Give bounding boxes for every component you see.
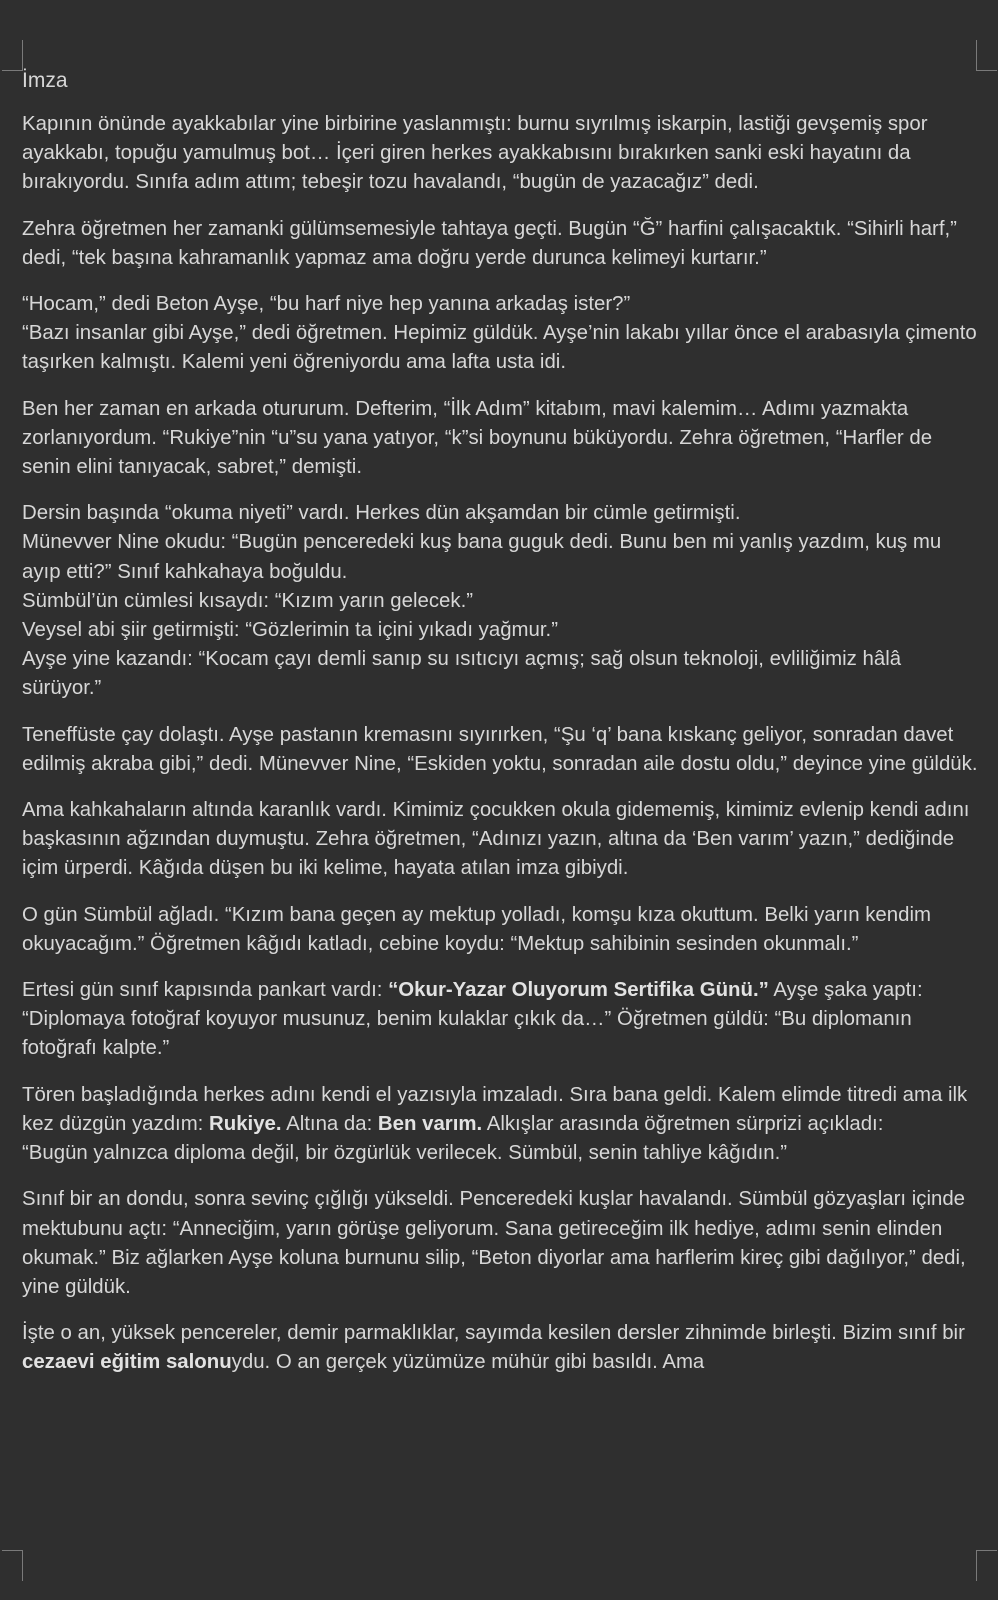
paragraph [22, 499, 982, 703]
paragraph [22, 110, 982, 198]
text-run: ydu. O an gerçek yüzümüze mühür gibi basıldı. Ama [231, 1351, 705, 1374]
paragraph [22, 395, 982, 483]
paragraph [22, 1185, 982, 1302]
bold-text: cezaevi eğitim salonu [22, 1351, 232, 1374]
paragraph [22, 901, 982, 959]
paragraph [22, 1081, 982, 1169]
paragraph [22, 976, 982, 1064]
text-run: Kapının önünde ayakkabılar yine birbirine yaslanmıştı: burnu sıyrılmış iskarpin, lastiği gevşemiş spor ayakkabı, topuğu yamulmuş bot… İçeri giren herkes ayakkabısını bırakırken sanki eski hayatını da bırakıyordu. Sınıfa adım attım; tebeşir tozu havalandı, “bugün de yazacağız” dedi. [22, 113, 928, 194]
text-run: Ayşe şaka yaptı: “Diplomaya fotoğraf koyuyor musunuz, benim kulaklar çıkık da…” Öğretmen güldü: “Bu diplomanın fotoğrafı kalpte.” [22, 979, 923, 1060]
paragraph [22, 1319, 982, 1377]
bold-text: Rukiye. [209, 1112, 282, 1135]
paragraph [22, 721, 982, 779]
text-run: Teneffüste çay dolaştı. Ayşe pastanın kremasını sıyırırken, “Şu ‘q’ bana kıskanç geliyor, sonradan davet edilmiş akraba gibi,” dedi. Münevver Nine, “Eskiden yoktu, sonradan aile dostu oldu,” deyince yine güldük. [22, 723, 978, 775]
crop-mark-top-left [2, 40, 23, 71]
crop-mark-bottom-left [2, 1550, 23, 1581]
text-run: Ben her zaman en arkada otururum. Defterim, “İlk Adım” kitabım, mavi kalemim… Adımı yazmakta zorlanıyordum. “Rukiye”nin “u”su yana yatıyor, “k”si boynunu büküyordu. Zehra öğretmen, “Harfler de senin elini tanıyacak, sabret,” demişti. [22, 397, 933, 479]
paragraph [22, 796, 982, 884]
bold-text: “Okur-Yazar Oluyorum Sertifika Günü.” [388, 979, 769, 1002]
text-run: Altına da: [281, 1112, 378, 1135]
text-run: Ama kahkahaların altında karanlık vardı. Kimimiz çocukken okula gidememiş, kimimiz evlenip kendi adını başkasının ağzından duymuştu. Zehra öğretmen, “Adınızı yazın, altına da ‘Ben varım’ yazın,” dediğinde içim ürperdi. Kâğıda düşen bu iki kelime, hayata atılan imza gibiydi. [22, 799, 970, 880]
text-run: İşte o an, yüksek pencereler, demir parmaklıklar, sayımda kesilen dersler zihnimde birleşti. Bizim sınıf bir [22, 1322, 965, 1345]
text-run: “Hocam,” dedi Beton Ayşe, “bu harf niye hep yanına arkadaş ister?” “Bazı insanlar gibi Ayşe,” dedi öğretmen. Hepimiz güldük. Ayşe’nin lakabı yıllar önce el arabasıyla çimento taşırken kalmıştı. Kalemi yeni öğreniyordu ama lafta usta idi. [22, 293, 977, 374]
bold-text: Ben varım. [377, 1112, 483, 1135]
text-run: Zehra öğretmen her zamanki gülümsemesiyle tahtaya geçti. Bugün “Ğ” harfini çalışacaktık. “Sihirli harf,” dedi, “tek başına kahramanlık yapmaz ama doğru yerde durunca kelimeyi kurtarır.” [22, 217, 957, 269]
document-body [22, 66, 982, 1395]
paragraph [22, 215, 982, 273]
crop-mark-bottom-right [976, 1550, 997, 1581]
text-run: Tören başladığında herkes adını kendi el yazısıyla imzaladı. Sıra bana geldi. Kalem elimde titredi ama ilk kez düzgün yazdım: [22, 1083, 968, 1135]
document-title: İmza [22, 69, 68, 92]
paragraph-list [22, 110, 982, 1378]
text-run: Sınıf bir an dondu, sonra sevinç çığlığı yükseldi. Penceredeki kuşlar havalandı. Sümbül gözyaşları içinde mektubunu açtı: “Anneciğim, yarın görüşe geliyorum. Sana getireceğim ilk hediye, adımı senin elinden okumak.” Biz ağlarken Ayşe koluna burnunu silip, “Beton diyorlar ama harflerim kireç gibi dağılıyor,” dedi, yine güldük. [22, 1188, 966, 1298]
text-run: Ertesi gün sınıf kapısında pankart vardı: [22, 979, 389, 1002]
paragraph [22, 290, 982, 378]
text-run: Dersin başında “okuma niyeti” vardı. Herkes dün akşamdan bir cümle getirmişti. Münevver Nine okudu: “Bugün penceredeki kuş bana guguk dedi. Bunu ben mi yanlış yazdım, kuş mu ayıp etti?” Sınıf kahkahaya boğuldu. Sümbül’ün cümlesi kısaydı: “Kızım yarın gelecek.” Veysel abi şiir getirmişti: “Gözlerimin ta içini yıkadı yağmur.” Ayşe yine kazandı: “Kocam çayı demli sanıp su ısıtıcıyı açmış; sağ olsun teknoloji, evliliğimiz hâlâ sürüyor.” [22, 502, 942, 700]
text-run: Alkışlar arasında öğretmen sürprizi açıkladı: “Bugün yalnızca diploma değil, bir özgürlük verilecek. Sümbül, senin tahliye kâğıdın.” [22, 1112, 884, 1165]
text-run: O gün Sümbül ağladı. “Kızım bana geçen ay mektup yolladı, komşu kıza okuttum. Belki yarın kendim okuyacağım.” Öğretmen kâğıdı katladı, cebine koydu: “Mektup sahibinin sesinden okunmalı.” [22, 903, 931, 955]
